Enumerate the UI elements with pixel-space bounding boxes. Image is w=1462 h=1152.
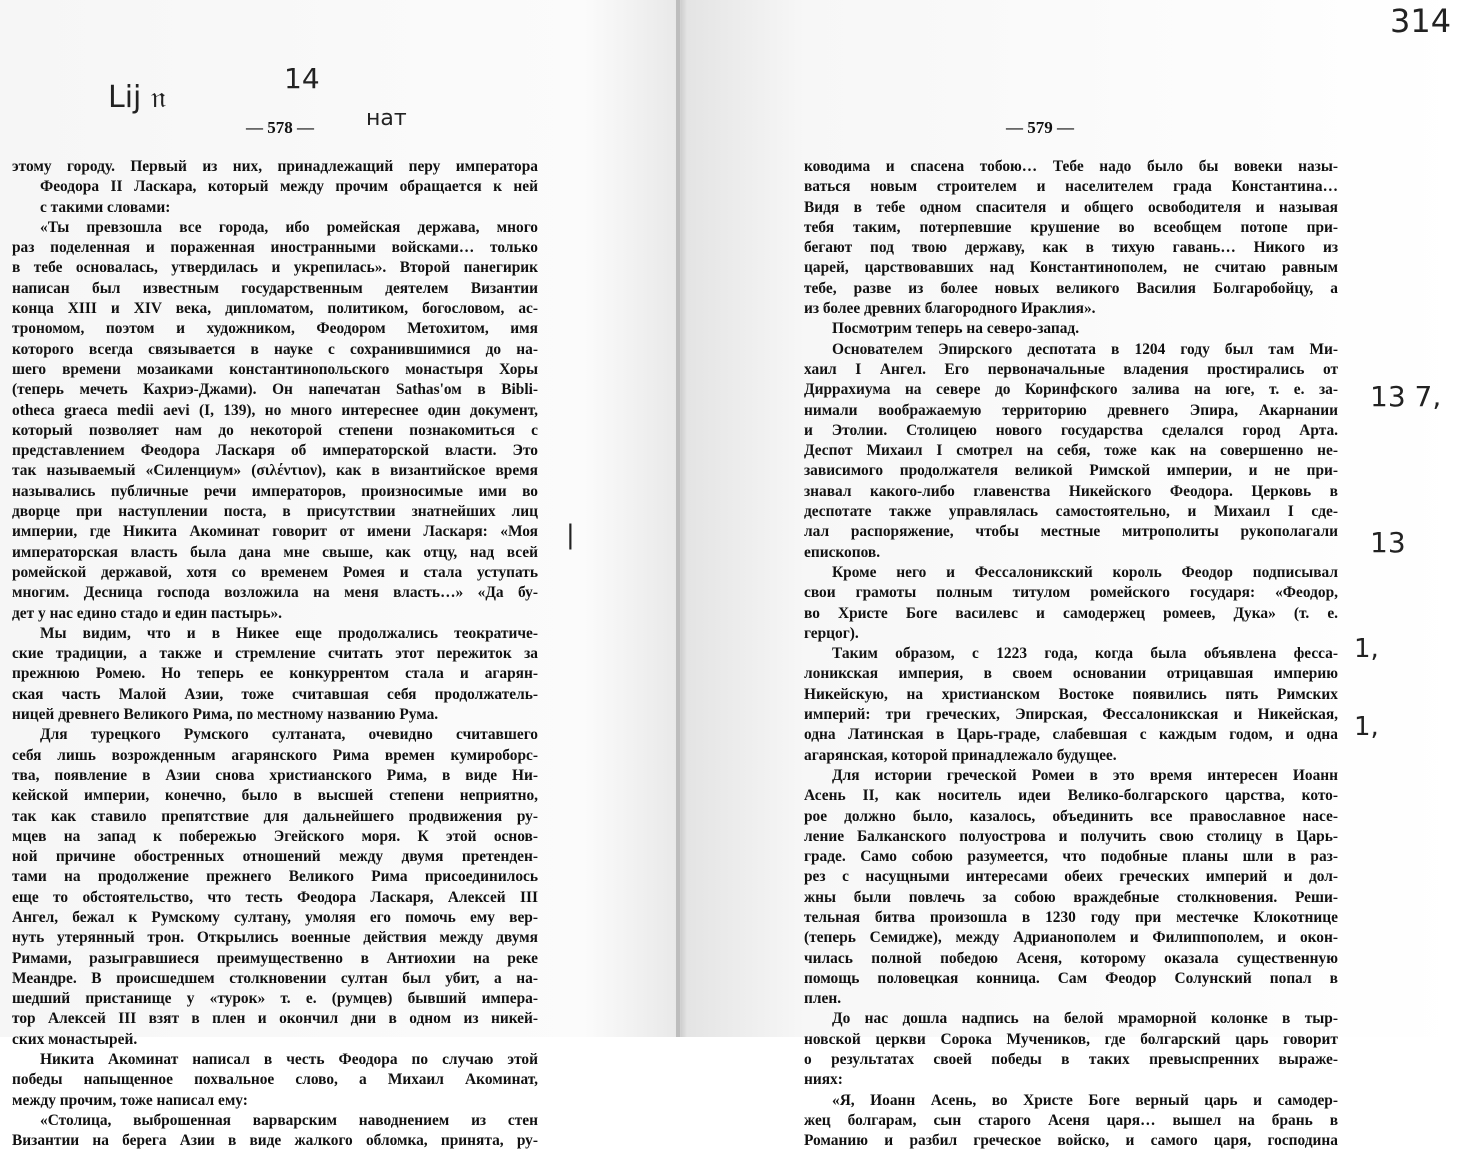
text-line: хаил I Ангел. Его первоначальные владения простирались от [804, 360, 1338, 378]
text-line: Асень II, как носитель идеи Велико-болгарского царства, кото- [804, 787, 1338, 805]
right-page-text [804, 157, 1338, 1152]
text-line: тебе, разве из более новых великого Василия Болгаробойцу, а [804, 279, 1338, 297]
text-line: чилась полной победою Асеня, которому оказала существенную [804, 949, 1338, 967]
text-line: этому городу. Первый из них, принадлежащий перу императора [12, 158, 538, 175]
text-line: «Я, Иоанн Асень, во Христе Боге верный царь и самодер- [832, 1091, 1338, 1109]
text-line: плен. [804, 990, 842, 1008]
text-line: Ангел, бежал к Румскому султану, умоляя его помочь ему вер- [12, 908, 538, 926]
text-line: тами на продолжение прежнего Великого Рима присоединилось [12, 868, 538, 886]
text-line: ниях: [804, 1071, 843, 1089]
text-line: кейской империи, конечно, было в высшей степени неприятно, [12, 787, 538, 805]
text-line: ваться новым строителем и населителем града Константина… [804, 178, 1338, 196]
text-line: тельная битва произошла в 1230 году при местечке Клокотнице [804, 908, 1338, 926]
text-line: otheca graeca medii aevi (I, 139), но много интереснее один документ, [12, 401, 538, 419]
margin-note-top-middle: 14 [284, 62, 320, 95]
text-line: дворце при наступлении поста, в присутствии знатнейших лиц [12, 503, 538, 521]
margin-note-2: 13 [1370, 526, 1406, 559]
text-line: деспотате также управлялась самостоятельно, и Михаил I сде- [804, 503, 1338, 521]
left-page-text [12, 157, 538, 1152]
text-line: жец болгарам, сын старого Асеня царя… вышел на брань в [804, 1111, 1338, 1129]
text-line: шедший пристанище у «турок» т. е. (румцев) бывший импера- [12, 990, 538, 1008]
text-line: конца XIII и XIV века, дипломатом, политиком, богословом, ас- [12, 300, 538, 318]
text-line: лоникская империя, в своем основании отрицавшая империю [804, 665, 1338, 683]
text-line: До нас дошла надпись на белой мраморной колонке в тыр- [832, 1010, 1338, 1028]
text-line: Посмотрим теперь на северо-запад. [832, 320, 1080, 338]
margin-note-1: 13 7, [1370, 380, 1442, 413]
text-line: которого всегда связывается в науке с сохранившимися до на- [12, 340, 538, 358]
text-line: о результатах своей победы в таких превыспренних выраже- [804, 1051, 1338, 1069]
text-line: одна Латинская в Царь-граде, слабевшая с каждым годом, и одна [804, 726, 1338, 744]
text-line: который позволяет нам до некоторой степени познакомиться с [12, 421, 538, 439]
text-line: во Христе Боге василевс и самодержец ромеев, Дука» (т. е. [804, 604, 1338, 622]
text-line: мцев на запад к побережью Эгейского моря. К этой основ- [12, 827, 538, 845]
text-line: тор Алексей III взят в плен и окончил дни в одном из никей- [12, 1010, 538, 1028]
text-line: ницей древнего Великого Рима, по местному названию Рума. [12, 706, 439, 724]
text-line: ская часть Малой Азии, тоже считавшая себя продолжатель- [12, 685, 538, 703]
text-line: (теперь мечеть Кахриэ-Джами). Он напечатан Sathas'ом в Bibli- [12, 381, 538, 399]
text-line: императорская власть была дана мне свыше, как отцу, над всей [12, 543, 538, 561]
text-line: Видя в тебе одном спасителя и общего освободителя и называя [804, 198, 1338, 216]
text-line: трономом, поэтом и художником, Феодором Метохитом, имя [12, 320, 538, 338]
text-line: (теперь Семидже), между Адрианополем и Филиппополем, и окон- [804, 929, 1338, 947]
page-number-left: — 578 — [246, 118, 314, 137]
text-line: нимали воображаемую территорию древнего Эпира, Акарнании [804, 401, 1338, 419]
text-line: епископов. [804, 543, 881, 561]
text-line: между прочим, тоже написал ему: [12, 1091, 248, 1109]
text-line: Деспот Михаил I смотрел на себя, тоже как на совершенно не- [804, 442, 1338, 460]
left-page [0, 0, 676, 1150]
text-line: дет у нас едино стадо и един пастырь». [12, 604, 283, 622]
text-line: прежнюю Ромею. Но теперь ее конкуррентом стала и агарян- [12, 665, 538, 683]
text-line: многим. Десница господа возложила на меня власть…» «Да бу- [12, 584, 538, 602]
text-line: так называемый «Силенциум» (σιλέντιον), как в византийское время [12, 462, 538, 480]
text-line: «Столица, выброшенная варварским наводнением из стен [40, 1111, 538, 1129]
text-line: раз поделенная и пораженная иностранными войсками… только [12, 239, 538, 257]
text-line: шего времени мозаиками константинопольского монастыря Хоры [12, 360, 538, 378]
text-line: в тебе основалась, утвердилась и укрепилась». Второй панегирик [12, 259, 538, 277]
text-line: тебя таким, потерпевшие крушение во всеобщем потопе при- [804, 218, 1338, 236]
text-line: агарянская, которой принадлежало будущее. [804, 746, 1117, 764]
text-line: бегают под твою державу, как в тихую гавань… Никого из [804, 239, 1338, 257]
text-line: представлением Феодора Ласкаря об императорской власти. Это [12, 442, 538, 460]
margin-note-top-right: нат [366, 106, 407, 131]
text-line: новской церкви Сорока Мучеников, где болгарский царь говорит [804, 1030, 1338, 1048]
text-line: ной причине обостренных отношений между двумя претенден- [12, 848, 538, 866]
text-line: рое должно было, казалось, объединить все православное насе- [804, 807, 1338, 825]
text-line: назывались публичные речи императоров, произносимые ими во [12, 482, 538, 500]
text-line: Для турецкого Румского султаната, очевидно считавшего [40, 726, 538, 744]
text-line: помощь половецкая конница. Сам Феодор Солунский попал в [804, 969, 1338, 987]
text-line: зависимого продолжателя великой Римской империи, и не при- [804, 462, 1338, 480]
text-line: знавал какого-либо главенства Никейского Феодора. Церковь в [804, 482, 1338, 500]
text-line: написан был известным государственным деятелем Византии [12, 279, 538, 297]
text-line: Римами, разыгравшиеся преимущественно в Антиохии на реке [12, 949, 538, 967]
text-line: Меандре. В происшедшем столкновении султан был убит, а на- [12, 969, 538, 987]
text-line: Диррахиума на севере до Коринфского залива на юге, т. е. за- [804, 381, 1338, 399]
text-line: Мы видим, что и в Никее еще продолжались теократиче- [40, 624, 538, 642]
text-line: и Этолии. Столицею нового государства сделался город Арта. [804, 421, 1338, 439]
text-line: из более древних благородного Ираклия». [804, 300, 1096, 318]
text-line: ские традиции, а также и стремление считать этот пережиток за [12, 645, 538, 663]
text-line: свои грамоты полным титулом ромейского государя: «Феодор, [804, 584, 1338, 602]
text-line: Византии на берега Азии в виде жалкого обломка, принята, ру- [12, 1132, 538, 1150]
text-line: империи, где Никита Акоминат говорит от имени Ласкаря: «Моя [12, 523, 538, 541]
text-line: себя лишь возрожденным агарянского Рима времен кумироборс- [12, 746, 538, 764]
margin-note-3: 1, [1354, 634, 1379, 664]
text-line: Никейскую, на христианском Востоке появились пять Римских [804, 685, 1338, 703]
text-line: ских монастырей. [12, 1030, 138, 1048]
text-line: с такими словами: [40, 198, 171, 216]
text-line: Таким образом, с 1223 года, когда была объявлена фесса- [832, 645, 1338, 663]
text-line: герцог). [804, 624, 859, 642]
text-line: рез с насущными интересами обеих греческих империй и дол- [804, 868, 1338, 886]
text-line: империй: три греческих, Эпирская, Фессалоникская и Никейская, [804, 706, 1338, 724]
text-line: граде. Само собою разумеется, что подобные планы шли в раз- [804, 848, 1338, 866]
text-line: нуть утерянный трон. Открылись военные действия между двумя [12, 929, 538, 947]
margin-note-side: | [566, 520, 575, 550]
margin-note-top-left: Lij 𝔫 [108, 80, 167, 115]
text-line: Никита Акоминат написал в честь Феодора по случаю этой [40, 1051, 538, 1069]
text-line: ромейской державой, хотя со временем Ромея и стала уступать [12, 563, 538, 581]
text-line: ление Балканского полуострова и получить свою столицу в Царь- [804, 827, 1338, 845]
text-line: царей, царствовавших над Константинополем, не считаю равным [804, 259, 1338, 277]
text-line: жны были повлечь за собою враждебные столкновения. Реши- [804, 888, 1338, 906]
margin-note-top-corner: 314 [1390, 2, 1452, 40]
text-line: ководима и спасена тобою… Тебе надо было бы вовеки назы- [804, 158, 1338, 175]
text-line: победы напыщенное похвальное слово, а Михаил Акоминат, [12, 1071, 538, 1089]
text-line: еще то обстоятельство, что тесть Феодора Ласкаря, Алексей III [12, 888, 538, 906]
text-line: Романию и разбил греческое войско, и самого царя, господина [804, 1132, 1338, 1150]
right-page [680, 0, 1462, 1150]
text-line: лал распоряжение, чтобы местные митрополиты рукополагали [804, 523, 1338, 541]
text-line: тва, появление в Азии снова христианского Рима, в виде Ни- [12, 766, 538, 784]
page-number-right: — 579 — [1006, 118, 1074, 137]
text-line: Основателем Эпирского деспотата в 1204 году был там Ми- [832, 340, 1338, 358]
margin-note-4: 1, [1354, 712, 1379, 742]
text-line: Для истории греческой Ромеи в это время интересен Иоанн [832, 766, 1338, 784]
text-line: так как ставило препятствие для дальнейшего продвижения ру- [12, 807, 538, 825]
text-line: Кроме него и Фессалоникский король Феодор подписывал [832, 563, 1338, 581]
text-line: Феодора II Ласкара, который между прочим обращается к ней [40, 178, 538, 196]
text-line: «Ты превзошла все города, ибо ромейская держава, много [40, 218, 538, 236]
